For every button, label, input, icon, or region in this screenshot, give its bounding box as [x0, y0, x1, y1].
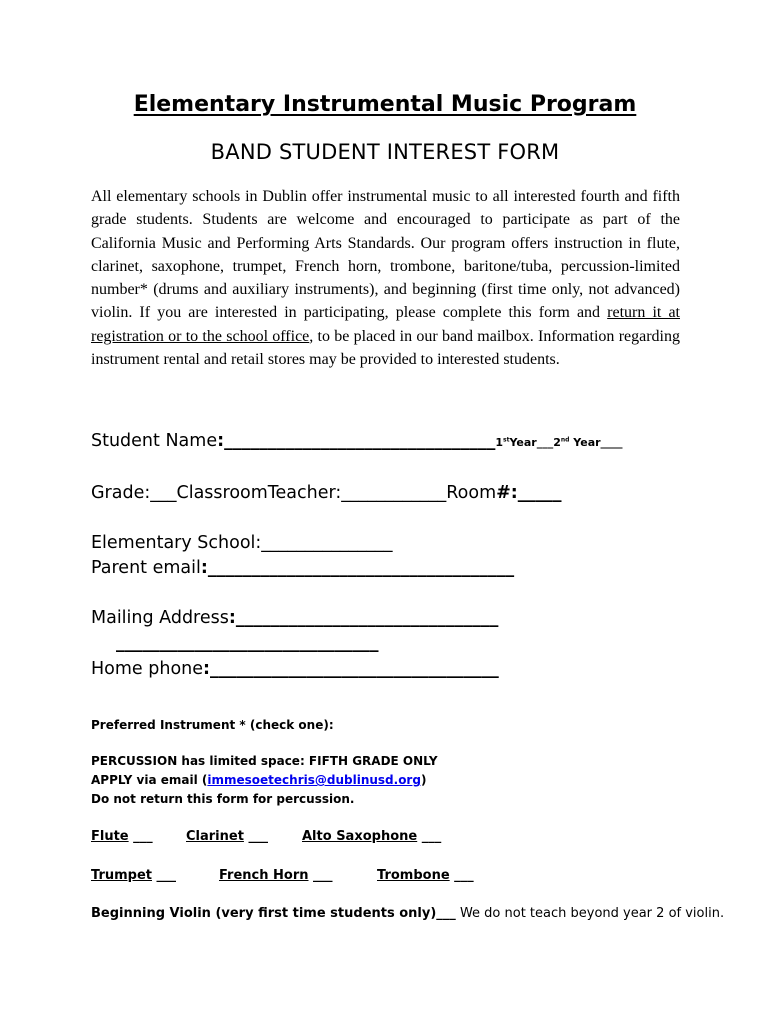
mailing-address-line: ______________________________: [235, 608, 499, 628]
percussion-note-line-3: Do not return this form for percussion.: [91, 792, 355, 806]
student-name-label: Student Name: [91, 431, 218, 451]
year-1-option[interactable]: [495, 436, 553, 449]
year-1-number: 1: [495, 436, 503, 449]
year-2-label: Year____: [569, 436, 623, 449]
clarinet-option[interactable]: [186, 829, 268, 844]
percussion-apply-close: ): [420, 773, 427, 787]
beginning-violin-option[interactable]: [91, 906, 724, 921]
home-phone-colon: :: [203, 659, 211, 679]
clarinet-label: Clarinet: [186, 829, 244, 844]
alto-saxophone-label: Alto Saxophone: [302, 829, 418, 844]
parent-email-line: ___________________________________: [207, 558, 515, 578]
flute-label: Flute: [91, 829, 129, 844]
mailing-address-line-2[interactable]: ______________________________: [116, 633, 379, 653]
french-horn-option[interactable]: [219, 868, 333, 883]
french-horn-blank: ___: [308, 868, 333, 883]
preferred-instrument-heading: Preferred Instrument * (check one):: [91, 718, 334, 732]
violin-note: We do not teach beyond year 2 of violin.: [455, 906, 725, 921]
alto-saxophone-option[interactable]: [302, 829, 441, 844]
year-1-label: Year___: [509, 436, 554, 449]
trombone-label: Trombone: [377, 868, 450, 883]
year-2-option[interactable]: [553, 436, 622, 449]
french-horn-label: French Horn: [219, 868, 309, 883]
parent-email-label: Parent email: [91, 558, 201, 578]
percussion-note-line-2: [91, 771, 426, 790]
page-title: Elementary Instrumental Music Program: [133, 92, 637, 117]
grade-teacher-room-field[interactable]: [91, 483, 562, 503]
mailing-address-field[interactable]: [91, 608, 498, 628]
flute-option[interactable]: [91, 829, 153, 844]
percussion-note-line-1: PERCUSSION has limited space: FIFTH GRADE ONLY: [91, 754, 438, 768]
mailing-address-colon: :: [228, 608, 236, 628]
percussion-apply-text: APPLY via email (: [91, 773, 208, 787]
flute-blank: ___: [128, 829, 153, 844]
parent-email-field[interactable]: [91, 558, 514, 578]
beginning-violin-label: Beginning Violin (very first time students only)___: [91, 906, 456, 921]
student-name-line: _______________________________: [224, 431, 496, 451]
room-line: _____: [517, 483, 562, 503]
year-2-number: 2: [553, 436, 561, 449]
elementary-school-field[interactable]: Elementary School:_______________: [91, 533, 393, 553]
intro-return-instruction: return it at registration or to the school office: [91, 304, 680, 345]
mailing-address-label: Mailing Address: [91, 608, 229, 628]
student-name-field[interactable]: [91, 431, 623, 451]
trumpet-blank: ___: [152, 868, 177, 883]
home-phone-line: _________________________________: [210, 659, 499, 679]
trumpet-label: Trumpet: [91, 868, 152, 883]
alto-saxophone-blank: ___: [417, 829, 442, 844]
percussion-email-link[interactable]: immesoetechris@dublinusd.org: [207, 773, 421, 787]
parent-email-colon: :: [200, 558, 208, 578]
clarinet-blank: ___: [243, 829, 268, 844]
room-hash: #:: [496, 483, 518, 503]
grade-teacher-label: Grade:___ClassroomTeacher:____________Room: [91, 483, 497, 503]
home-phone-field[interactable]: [91, 659, 499, 679]
intro-paragraph: [91, 185, 680, 371]
form-subtitle: BAND STUDENT INTEREST FORM: [210, 140, 560, 164]
year-1-suffix: st: [503, 436, 510, 444]
trumpet-option[interactable]: [91, 868, 176, 883]
student-name-colon: :: [217, 431, 225, 451]
trombone-blank: ___: [449, 868, 474, 883]
intro-text: All elementary schools in Dublin offer instrumental music to all interested fourth and fifth grade students. Students are welcome and encouraged to participate as part of the California Music and Performing Arts Standards. Our program offers instruction in flute, clarinet, saxophone, trumpet, French horn, trombone, baritone/tuba, percussion-limited number* (drums and auxiliary instruments), and beginning (first time only, not advanced) violin. If you are interested in participating, please complete this form and: [91, 188, 680, 322]
trombone-option[interactable]: [377, 868, 474, 883]
year-2-suffix: nd: [560, 436, 570, 444]
intro-text-end: , to be placed in our band mailbox. Information regarding instrument rental and retail stores may be provided to interested students.: [91, 327, 680, 369]
home-phone-label: Home phone: [91, 659, 204, 679]
